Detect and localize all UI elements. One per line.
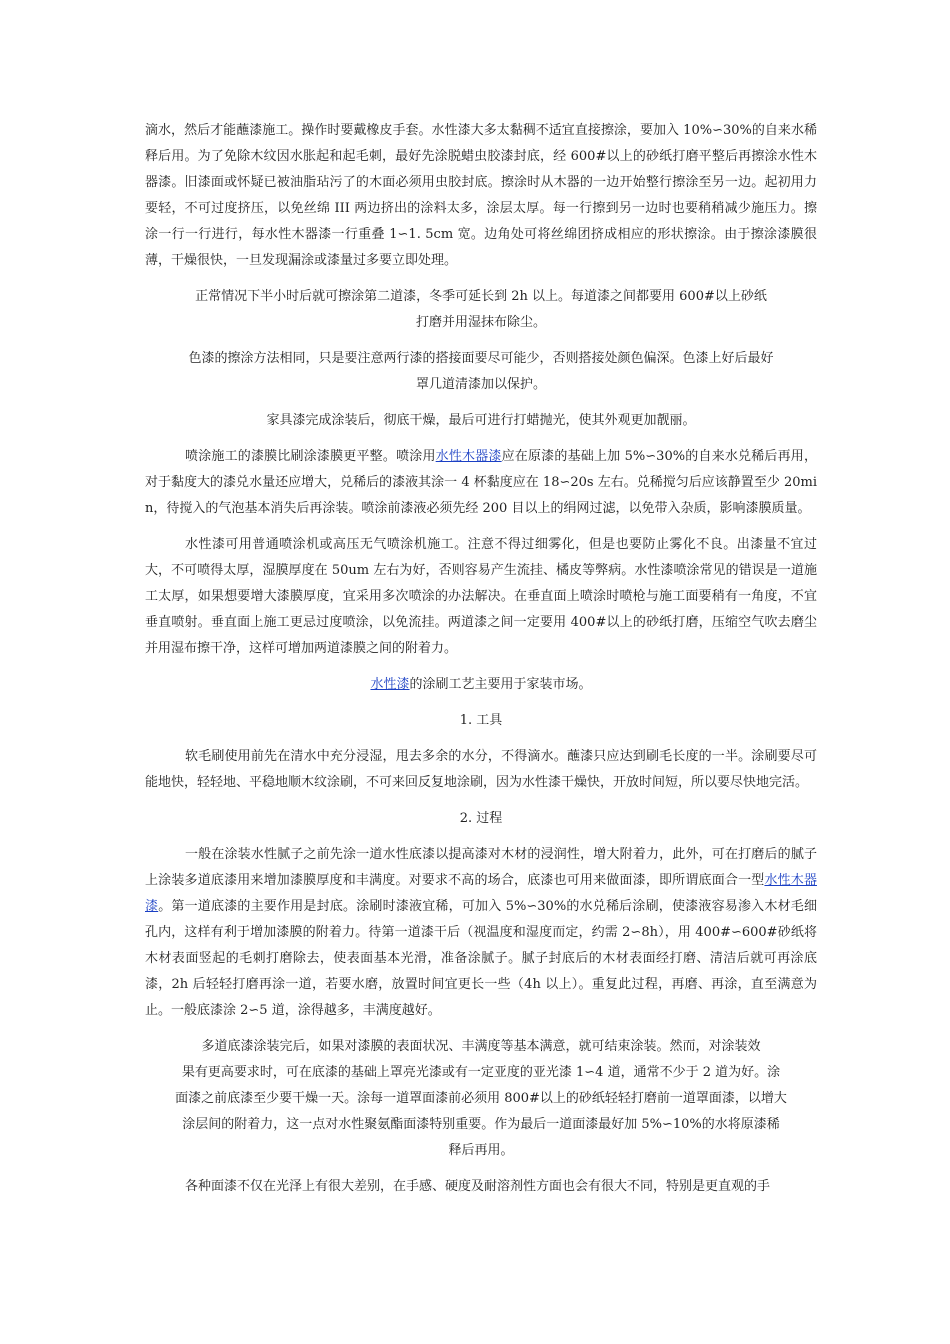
link-waterborne-paint[interactable]: 水性漆 xyxy=(370,677,410,692)
paragraph-color-paint-line1: 色漆的擦涂方法相同，只是要注意两行漆的搭接面要尽可能少，否则搭接处颜色偏深。色漆上好后最好 xyxy=(188,351,774,366)
paragraph-topcoat-line4: 涂层间的附着力，这一点对水性聚氨酯面漆特别重要。作为最后一道面漆最好加 5%∽10%的水将原漆稀 xyxy=(182,1117,780,1132)
document-page xyxy=(145,118,817,1210)
paragraph-topcoat-line5: 释后再用。 xyxy=(448,1143,514,1158)
paragraph-wax-polish: 家具漆完成涂装后，彻底干燥，最后可进行打蜡抛光，使其外观更加靓丽。 xyxy=(266,413,696,428)
paragraph-second-coat-line1: 正常情况下半小时后就可擦涂第二道漆，冬季可延长到 2h 以上。每道漆之间都要用 600#以上砂纸 xyxy=(195,289,767,304)
paragraph-spray-equipment: 水性漆可用普通喷涂机或高压无气喷涂机施工。注意不得过细雾化，但是也要防止雾化不良。出漆量不宜过大，不可喷得太厚，湿膜厚度在 50um 左右为好，否则容易产生流挂、橘皮等弊病。水性漆喷涂常见的错误是一道施工太厚，如果想要增大漆膜厚度，宜采用多次喷涂的办法解决。在垂直面上喷涂时喷枪与施工面要稍有一角度，不宜垂直喷射。垂直面上施工更忌过度喷涂，以免流挂。两道漆之间一定要用 400#以上的砂纸打磨，压缩空气吹去磨尘并用湿布擦干净，这样可增加两道漆膜之间的附着力。 xyxy=(145,537,817,656)
paragraph-color-paint-line2: 罩几道清漆加以保护。 xyxy=(415,377,546,392)
paragraph-process-text-1: 一般在涂装水性腻子之前先涂一道水性底漆以提高漆对木材的浸润性，增大附着力，此外，可在打磨后的腻子上涂装多道底漆用来增加漆膜厚度和丰满度。对要求不高的场合，底漆也可用来做面漆，即所谓底面合一型 xyxy=(145,847,817,888)
paragraph-topcoat-line1: 多道底漆涂装完后，如果对漆膜的表面状况、丰满度等基本满意，就可结束涂装。然而，对涂装效 xyxy=(201,1039,761,1054)
paragraph-spray-dilution xyxy=(145,444,817,522)
paragraph-topcoat-types: 各种面漆不仅在光泽上有很大差别，在手感、硬度及耐溶剂性方面也会有很大不同，特别是更直观的手 xyxy=(185,1179,771,1194)
paragraph-second-coat xyxy=(145,284,817,336)
paragraph-spray-dilution-text-1: 喷涂施工的漆膜比刷涂漆膜更平整。喷涂用 xyxy=(185,449,436,464)
paragraph-brush-intro-text: 的涂刷工艺主要用于家装市场。 xyxy=(409,677,592,692)
paragraph-color-paint xyxy=(145,346,817,398)
paragraph-brush-tools: 软毛刷使用前先在清水中充分浸湿，甩去多余的水分，不得滴水。蘸漆只应达到刷毛长度的一半。涂刷要尽可能地快，轻轻地、平稳地顺木纹涂刷，不可来回反复地涂刷，因为水性漆干燥快，开放时间短，所以要尽快地完活。 xyxy=(145,749,817,790)
paragraph-topcoat-line3: 面漆之前底漆至少要干燥一天。涂每一道罩面漆前必须用 800#以上的砂纸轻轻打磨前一道罩面漆，以增大 xyxy=(175,1091,787,1106)
paragraph-process-text-2: 。第一道底漆的主要作用是封底。涂刷时漆液宜稀，可加入 5%∽30%的水兑稀后涂刷，使漆液容易渗入木材毛细孔内，这样有利于增加漆膜的附着力。待第一道漆干后（视温度和湿度而定，约需 2∽8h），用 400#∽600#砂纸将木材表面竖起的毛刺打磨除去，使表面基本光滑，准备涂腻子。腻子封底后的木材表面经打磨、清洁后就可再涂底漆，2h 后轻轻打磨再涂一道，若要水磨，放置时间宜更长一些（4h 以上）。重复此过程，再磨、再涂，直至满意为止。一般底漆涂 2∽5 道，涂得越多，丰满度越好。 xyxy=(145,899,817,1018)
paragraph-topcoat-line2: 果有更高要求时，可在底漆的基础上罩亮光漆或有一定亚度的亚光漆 1∽4 道，通常不少于 2 道为好。涂 xyxy=(181,1065,781,1080)
paragraph-spray-dilution-text-2: 应在原漆的基础上加 5%∽30%的自来水兑稀后再用，对于黏度大的漆兑水量还应增大，兑稀后的漆液其涂一 4 杯黏度应在 18∽20s 左右。兑稀搅匀后应该静置至少 20min，待搅入的气泡基本消失后再涂装。喷涂前漆液必须先经 200 目以上的绢网过滤，以免带入杂质，影响漆膜质量。 xyxy=(145,449,817,516)
paragraph-process xyxy=(145,842,817,1024)
heading-tools: 1. 工具 xyxy=(459,713,503,728)
heading-process: 2. 过程 xyxy=(459,811,503,826)
link-waterborne-wood-paint[interactable]: 水性木器漆 xyxy=(435,449,502,464)
paragraph-topcoat xyxy=(145,1034,817,1164)
paragraph-second-coat-line2: 打磨并用湿抹布除尘。 xyxy=(415,315,546,330)
paragraph-wipe-method: 滴水，然后才能蘸漆施工。操作时要戴橡皮手套。水性漆大多太黏稠不适宜直接擦涂，要加入 10%∽30%的自来水稀释后用。为了免除木纹因水胀起和起毛刺，最好先涂脱蜡虫胶漆封底，经 600#以上的砂纸打磨平整后再擦涂水性木器漆。旧漆面或怀疑已被油脂玷污了的木面必须用虫胶封底。擦涂时从木器的一边开始整行擦涂至另一边。起初用力要轻，不可过度挤压，以免丝绵 III 两边挤出的涂料太多，涂层太厚。每一行擦到另一边时也要稍稍减少施压力。擦涂一行一行进行，每水性木器漆一行重叠 1∽1. 5cm 宽。边角处可将丝绵团挤成相应的形状擦涂。由于擦涂漆膜很薄，干燥很快，一旦发现漏涂或漆量过多要立即处理。 xyxy=(145,123,817,268)
paragraph-brush-intro xyxy=(145,672,817,698)
link-waterborne-wood-paint-2[interactable]: 水性木器漆 xyxy=(145,873,817,914)
